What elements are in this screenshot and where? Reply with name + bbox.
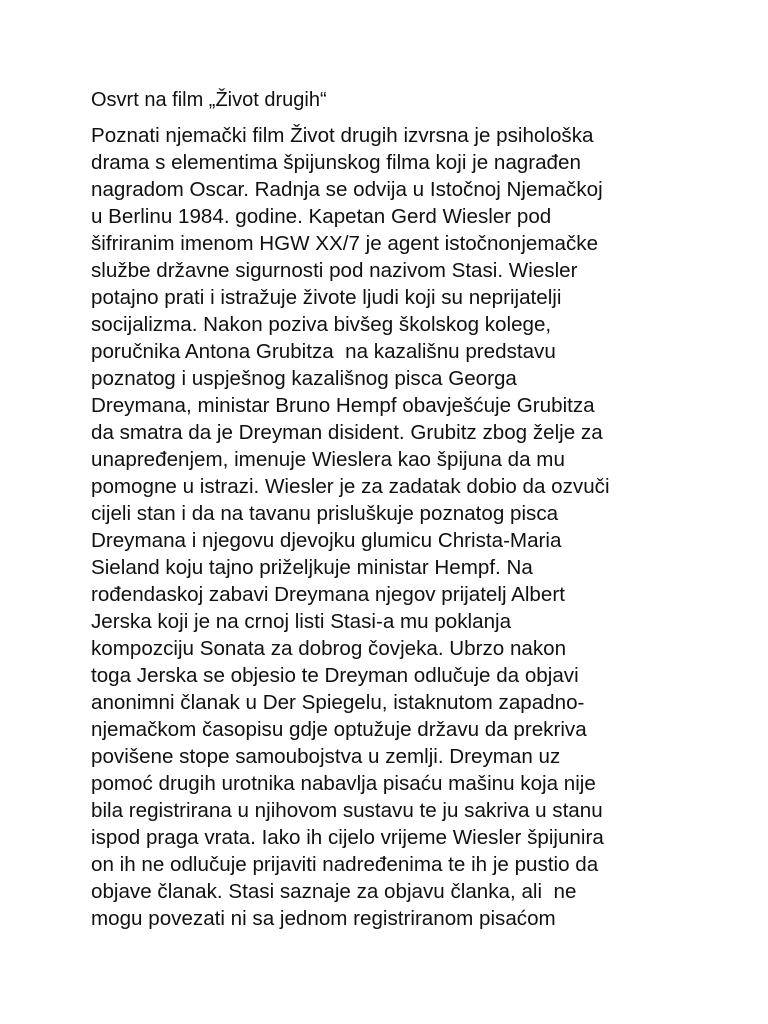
body-line: njemačkom časopisu gdje optužuje državu da prekriva (91, 718, 587, 741)
body-line: službe državne sigurnosti pod nazivom Stasi. Wiesler (91, 259, 578, 282)
body-line: toga Jerska se objesio te Dreyman odlučuje da objavi (91, 664, 579, 687)
body-line: anonimni članak u Der Spiegelu, istaknutom zapadno- (91, 691, 585, 714)
body-line: poručnika Antona Grubitza na kazališnu predstavu (91, 340, 556, 363)
body-line: da smatra da je Dreyman disident. Grubitz zbog želje za (91, 421, 603, 444)
body-line: rođendaskoj zabavi Dreymana njegov prijatelj Albert (91, 583, 565, 606)
body-line: mogu povezati ni sa jednom registriranom pisaćom (91, 907, 556, 930)
body-line: poznatog i uspješnog kazališnog pisca Georga (91, 367, 517, 390)
body-line: povišene stope samoubojstva u zemlji. Dreyman uz (91, 745, 561, 768)
body-line: Dreymana i njegovu djevojku glumicu Christa-Maria (91, 529, 562, 552)
document-body (91, 122, 610, 932)
body-line: objave članak. Stasi saznaje za objavu članka, ali ne (91, 880, 577, 903)
body-line: on ih ne odlučuje prijaviti nadređenima te ih je pustio da (91, 853, 599, 876)
body-line: bila registrirana u njihovom sustavu te ju sakriva u stanu (91, 799, 603, 822)
body-line: potajno prati i istražuje živote ljudi koji su neprijatelji (91, 286, 562, 309)
body-line: Dreymana, ministar Bruno Hempf obavješćuje Grubitza (91, 394, 595, 417)
body-line: ispod praga vrata. Iako ih cijelo vrijeme Wiesler špijunira (91, 826, 604, 849)
body-line: pomoć drugih urotnika nabavlja pisaću mašinu koja nije (91, 772, 596, 795)
body-line: unapređenjem, imenuje Wieslera kao špijuna da mu (91, 448, 565, 471)
body-line: Poznati njemački film Život drugih izvrsna je psihološka (91, 124, 594, 147)
body-line: Sieland koju tajno priželjkuje ministar Hempf. Na (91, 556, 533, 579)
body-line: kompozciju Sonata za dobrog čovjeka. Ubrzo nakon (91, 637, 567, 660)
body-line: pomogne u istrazi. Wiesler je za zadatak dobio da ozvuči (91, 475, 610, 498)
body-line: Jerska koji je na crnoj listi Stasi-a mu poklanja (91, 610, 512, 633)
body-line: drama s elementima špijunskog filma koji je nagrađen (91, 151, 581, 174)
body-line: u Berlinu 1984. godine. Kapetan Gerd Wiesler pod (91, 205, 552, 228)
body-line: cijeli stan i da na tavanu prisluškuje poznatog pisca (91, 502, 559, 525)
document-title: Osvrt na film „Život drugih“ (91, 89, 327, 111)
body-line: socijalizma. Nakon poziva bivšeg školskog kolege, (91, 313, 552, 336)
body-line: šifriranim imenom HGW XX/7 je agent istočnonjemačke (91, 232, 599, 255)
body-line: nagradom Oscar. Radnja se odvija u Istočnoj Njemačkoj (91, 178, 603, 201)
